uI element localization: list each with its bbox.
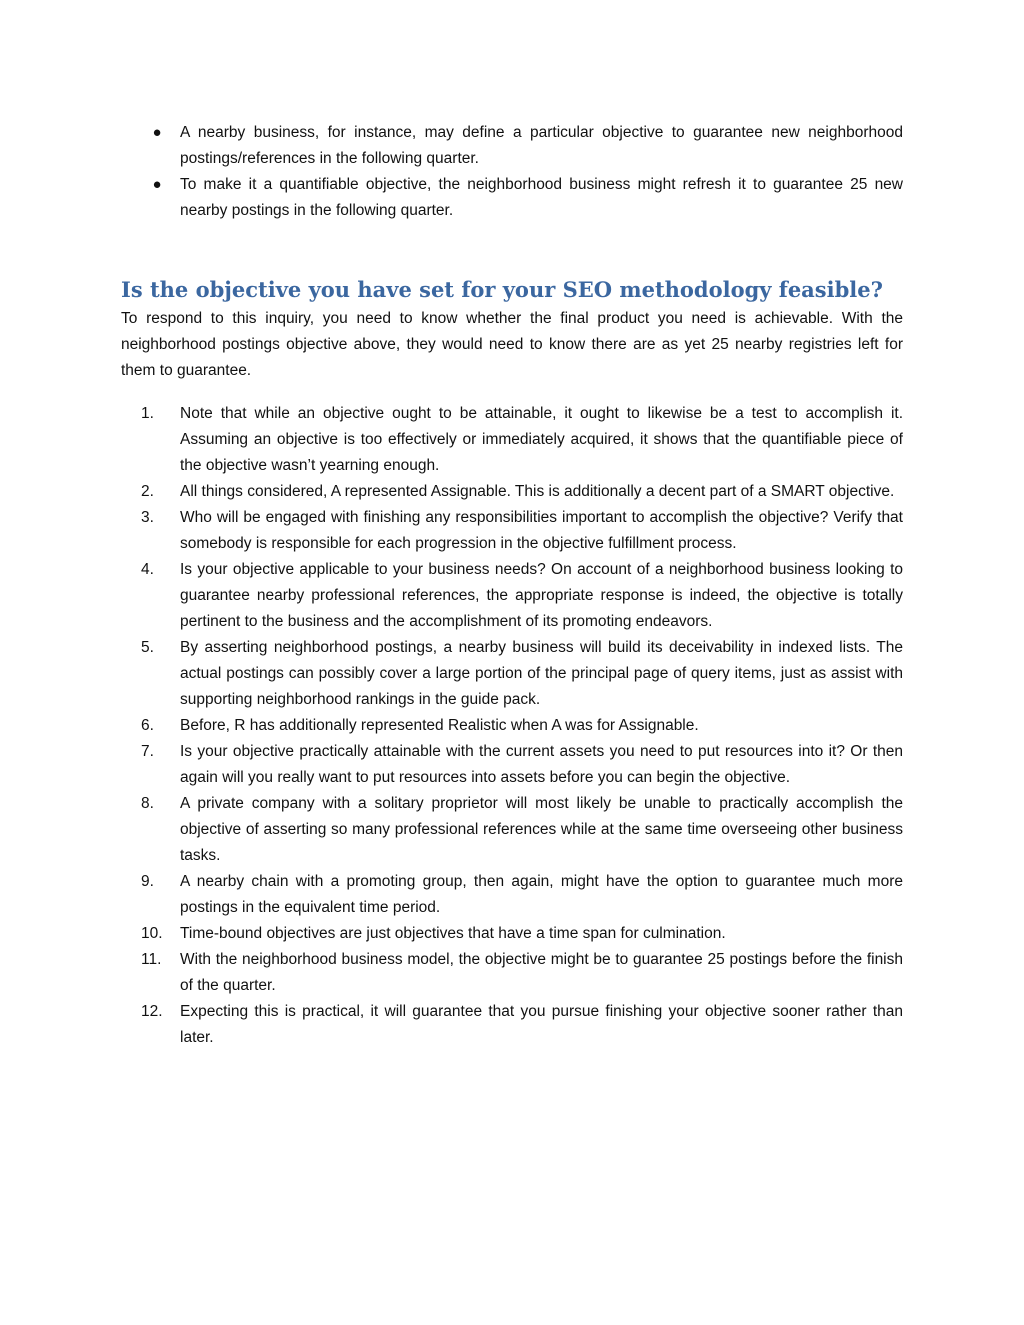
bullet-list — [121, 120, 903, 224]
item-number: 5. — [141, 639, 154, 656]
item-number: 12. — [141, 1003, 163, 1020]
item-text: Who will be engaged with finishing any responsibilities important to accomplish the objective? Verify that somebody is responsible for each progression in the objective fulfillment process. — [180, 509, 903, 552]
numbered-item — [121, 713, 903, 739]
item-text: By asserting neighborhood postings, a nearby business will build its deceivability in indexed lists. The actual postings can possibly cover a large portion of the principal page of query items, just as assist with supporting neighborhood rankings in the guide pack. — [180, 639, 903, 708]
numbered-item — [121, 947, 903, 999]
item-number: 8. — [141, 795, 154, 812]
item-text: With the neighborhood business model, the objective might be to guarantee 25 postings before the finish of the quarter. — [180, 951, 903, 994]
item-text: Time-bound objectives are just objectives that have a time span for culmination. — [180, 925, 726, 942]
numbered-list — [121, 401, 903, 1051]
item-number: 7. — [141, 743, 154, 760]
numbered-item — [121, 999, 903, 1051]
bullet-text: To make it a quantifiable objective, the neighborhood business might refresh it to guarantee 25 new nearby postings in the following quarter. — [180, 176, 903, 219]
bullet-dot-icon: ● — [152, 124, 162, 141]
bullet-item — [121, 120, 903, 172]
numbered-item — [121, 401, 903, 479]
item-number: 6. — [141, 717, 154, 734]
numbered-item — [121, 921, 903, 947]
item-number: 9. — [141, 873, 154, 890]
intro-paragraph: To respond to this inquiry, you need to know whether the final product you need is achievable. With the neighborhood postings objective above, they would need to know there are as yet 25 nearby registries left for them to guarantee. — [121, 310, 903, 379]
numbered-item — [121, 739, 903, 791]
item-number: 1. — [141, 405, 154, 422]
item-text: A nearby chain with a promoting group, then again, might have the option to guarantee much more postings in the equivalent time period. — [180, 873, 903, 916]
item-text: All things considered, A represented Assignable. This is additionally a decent part of a SMART objective. — [180, 483, 895, 500]
numbered-item — [121, 869, 903, 921]
item-text: Is your objective applicable to your business needs? On account of a neighborhood business looking to guarantee nearby professional references, the appropriate response is indeed, the objective is totally pertinent to the business and the accomplishment of its promoting endeavors. — [180, 561, 903, 630]
item-number: 11. — [141, 951, 162, 968]
item-number: 4. — [141, 561, 154, 578]
numbered-item — [121, 791, 903, 869]
numbered-item — [121, 505, 903, 557]
numbered-item — [121, 479, 903, 505]
item-text: Note that while an objective ought to be attainable, it ought to likewise be a test to accomplish it. Assuming an objective is too effectively or immediately acquired, it shows that the quantifiable piece of the objective wasn’t yearning enough. — [180, 405, 903, 474]
section-heading: Is the objective you have set for your SEO methodology feasible? — [121, 277, 883, 302]
numbered-item — [121, 635, 903, 713]
bullet-text: A nearby business, for instance, may define a particular objective to guarantee new neighborhood postings/references in the following quarter. — [180, 124, 903, 167]
item-text: Expecting this is practical, it will guarantee that you pursue finishing your objective sooner rather than later. — [180, 1003, 903, 1046]
numbered-item — [121, 557, 903, 635]
document-page — [121, 120, 903, 1051]
item-number: 10. — [141, 925, 163, 942]
bullet-item — [121, 172, 903, 224]
item-text: Before, R has additionally represented Realistic when A was for Assignable. — [180, 717, 699, 734]
bullet-dot-icon: ● — [152, 176, 162, 193]
item-number: 2. — [141, 483, 154, 500]
item-text: Is your objective practically attainable with the current assets you need to put resources into it? Or then again will you really want to put resources into assets before you can begin the objective. — [180, 743, 903, 786]
item-number: 3. — [141, 509, 154, 526]
item-text: A private company with a solitary proprietor will most likely be unable to practically accomplish the objective of asserting so many professional references while at the same time overseeing other business tasks. — [180, 795, 903, 864]
